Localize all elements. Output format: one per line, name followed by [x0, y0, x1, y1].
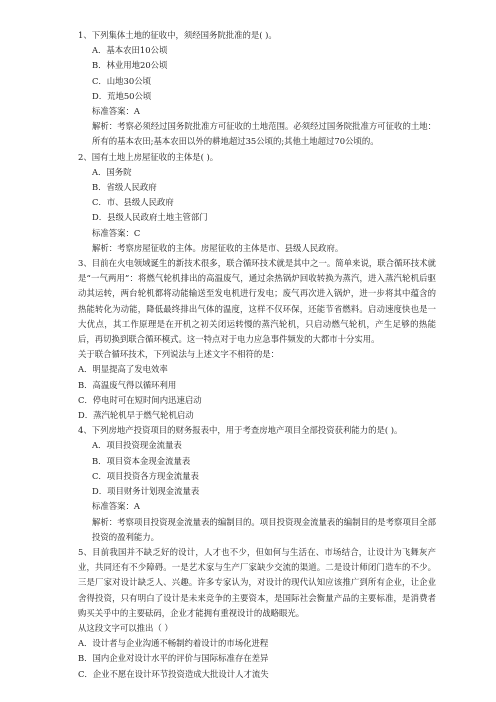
option-b: B．省级人民政府	[92, 182, 157, 193]
standard-answer: 标准答案：C	[92, 227, 141, 238]
option-d: D．蒸汽轮机早于燃气轮机启动	[78, 410, 194, 421]
option-d: D．项目财务计划现金流量表	[92, 486, 200, 497]
option-a: A．明显提高了发电效率	[78, 364, 168, 375]
standard-answer: 标准答案：A	[92, 106, 140, 117]
analysis-text: 解析：考察房屋征收的主体。房屋征收的主体是市、县级人民政府。	[92, 242, 344, 253]
option-c: C．项目投资各方现金流量表	[92, 470, 199, 481]
option-d: D．县级人民政府土地主管部门	[92, 212, 208, 223]
option-b: B．林业用地20公顷	[92, 60, 168, 71]
option-b: B．项目资本金现金流量表	[92, 455, 191, 466]
reading-passage: 5、目前我国并不缺乏好的设计，人才也不少，但如何与生活在、市场结合，让设计为飞舞灰产业，共同还有不少障碍。一是艺术家与生产厂家缺少交流的渠道。二是设计师闭门造车的不少。三是厂家对设计缺乏人、兴趣。许多专家认为，对设计的现代认知应该推广到所有企业，让企业舍得投资，只有明白了设计是未来竞争的主要资本，是国际社会衡量产品的主要标准，是消费者购买关乎中的主要砝码，企业才能拥有重视设计的战略眼光。	[78, 546, 436, 618]
question-prompt: 从这段文字可以推出（ ）	[78, 622, 173, 633]
option-a: A．设计者与企业沟通不畅制约着设计的市场化进程	[78, 638, 269, 649]
question-stem: 1、下列集体土地的征收中，须经国务院批准的是( )。	[78, 30, 277, 40]
analysis-text: 解析：考察项目投资现金流量表的编制目的。项目投资现金流量表的编制目的是考察项目全部投资的盈利能力。	[92, 516, 436, 542]
option-a: A．国务院	[92, 166, 132, 177]
option-c: C．企业不愿在设计环节投资造成大批设计人才流失	[78, 668, 269, 679]
option-c: C．市、县级人民政府	[92, 197, 174, 208]
option-a: A．基本农田10公顷	[92, 45, 168, 56]
analysis-text: 解析：考察必须经过国务院批准方可征收的土地范围。必须经过国务院批准方可征收的土地：所有的基本农田;基本农田以外的耕地超过35公顷的;其他土地超过70公顷的。	[92, 121, 436, 147]
standard-answer: 标准答案：A	[92, 501, 140, 512]
question-stem: 2、国有土地上房屋征收的主体是( )。	[78, 151, 219, 162]
document-body	[78, 28, 436, 682]
option-c: C．山地30公顷	[92, 75, 151, 86]
option-d: D．荒地50公顷	[92, 90, 152, 101]
question-stem: 4、下列房地产投资项目的财务报表中，用于考查房地产项目全部投资获利能力的是( )。	[78, 425, 403, 436]
option-b: B．高温废气得以循环利用	[78, 379, 177, 390]
option-b: B．国内企业对设计水平的评价与国际标准存在差异	[78, 653, 269, 664]
question-prompt: 关于联合循环技术，下列说法与上述文字不相符的是：	[78, 349, 279, 360]
reading-passage: 3、目前在火电领域诞生的新技术很多，联合循环技术就是其中之一。简单来说，联合循环技术就是“一气两用”：将燃气轮机排出的高温废气，通过余热锅炉回收转换为蒸汽，进入蒸汽轮机后驱动其运转，两台轮机都将动能输送至发电机进行发电；废气再次进入锅炉，进一步将其中蕴含的热能转化为动能，降低最终排出气体的温度，这样不仅环保，还能节省燃料。启动速度快也是一大优点，其工作原理是在开机之初关闭运转慢的蒸汽轮机，只启动燃气轮机，产生足够的热能后，再切换到联合循环模式。这一特点对于电力应急事件频发的大都市十分实用。	[78, 258, 436, 345]
option-c: C．停电时可在短时间内迅速启动	[78, 394, 202, 405]
option-a: A．项目投资现金流量表	[92, 440, 182, 451]
